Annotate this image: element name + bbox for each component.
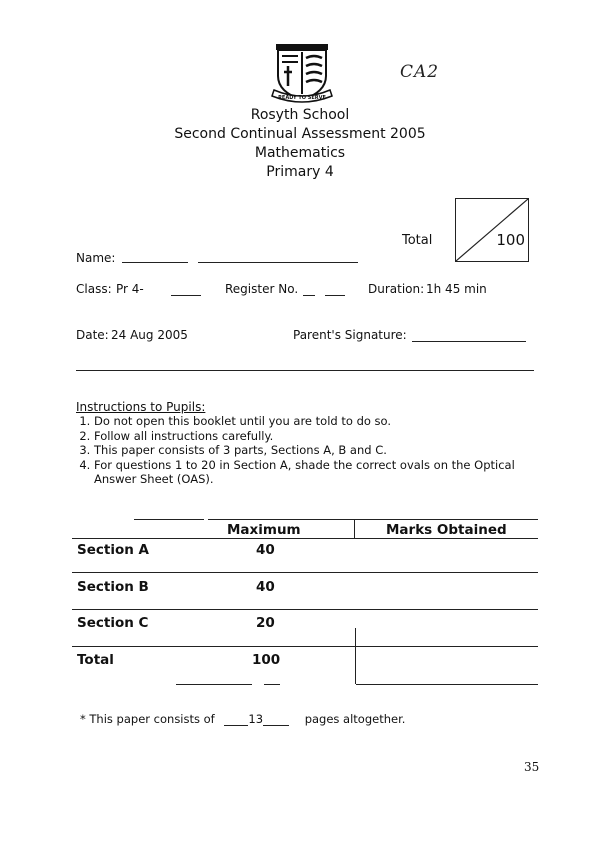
corner-page-mark: 35 — [524, 760, 540, 774]
total-max-score: 100 — [496, 231, 525, 249]
table-rule — [356, 684, 538, 685]
total-score-box — [455, 198, 529, 262]
assessment-title: Second Continual Assessment 2005 — [174, 126, 426, 142]
table-rule — [354, 519, 355, 539]
header-maximum: Maximum — [227, 522, 301, 538]
register-blank-2[interactable] — [325, 295, 345, 296]
class-blank[interactable] — [171, 295, 201, 296]
register-label: Register No. — [225, 282, 299, 296]
table-rule — [72, 609, 538, 610]
instructions-title: Instructions to Pupils: — [76, 400, 206, 414]
duration-label: Duration: — [368, 282, 425, 296]
row-total-label: Total — [77, 652, 114, 668]
name-blank-1[interactable] — [122, 262, 188, 263]
row-section-a-max: 40 — [256, 542, 275, 558]
signature-blank[interactable] — [412, 341, 526, 342]
row-total-max: 100 — [252, 652, 281, 668]
table-rule — [208, 519, 538, 520]
page-count-prefix: * This paper consists of — [80, 712, 215, 726]
date-value: 24 Aug 2005 — [111, 328, 188, 342]
name-label: Name: — [76, 251, 116, 265]
total-label: Total — [402, 233, 433, 248]
table-rule — [134, 519, 204, 520]
row-section-b-max: 40 — [256, 579, 275, 595]
section-divider — [76, 370, 534, 371]
level: Primary 4 — [266, 164, 334, 180]
date-label: Date: — [76, 328, 109, 342]
row-section-c-label: Section C — [77, 615, 149, 631]
school-name: Rosyth School — [250, 107, 350, 123]
class-label: Class: — [76, 282, 112, 296]
instruction-item: 4. For questions 1 to 20 in Section A, shade the correct ovals on the Optical Answer Sheet (OAS). — [94, 458, 546, 487]
table-rule — [72, 538, 538, 539]
score-box-diagonal — [456, 199, 528, 261]
duration-value: 1h 45 min — [426, 282, 487, 296]
title-block — [0, 106, 600, 182]
instruction-item: 2. Follow all instructions carefully. — [94, 429, 546, 444]
school-crest-logo — [268, 42, 336, 106]
instructions-list — [76, 414, 546, 487]
table-rule — [264, 684, 280, 685]
page-count-value: 13 — [248, 712, 264, 726]
table-rule — [355, 628, 356, 684]
page-count-suffix: pages altogether. — [304, 712, 406, 726]
subject: Mathematics — [254, 145, 346, 161]
instruction-item: 1. Do not open this booklet until you are told to do so. — [94, 414, 546, 429]
row-section-b-label: Section B — [77, 579, 149, 595]
class-value: Pr 4- — [116, 282, 144, 296]
svg-text:READY TO SERVE: READY TO SERVE — [278, 95, 326, 101]
header-marks-obtained: Marks Obtained — [386, 522, 507, 538]
handwritten-note: CA2 — [400, 62, 440, 82]
row-section-c-max: 20 — [256, 615, 275, 631]
name-blank-2[interactable] — [198, 262, 358, 263]
table-rule — [72, 572, 538, 573]
page-count-note — [80, 712, 405, 726]
table-rule — [72, 646, 538, 647]
table-rule — [176, 684, 252, 685]
row-section-a-label: Section A — [77, 542, 149, 558]
signature-label: Parent's Signature: — [293, 328, 407, 342]
instruction-item: 3. This paper consists of 3 parts, Sections A, B and C. — [94, 443, 546, 458]
register-blank-1[interactable] — [303, 295, 315, 296]
